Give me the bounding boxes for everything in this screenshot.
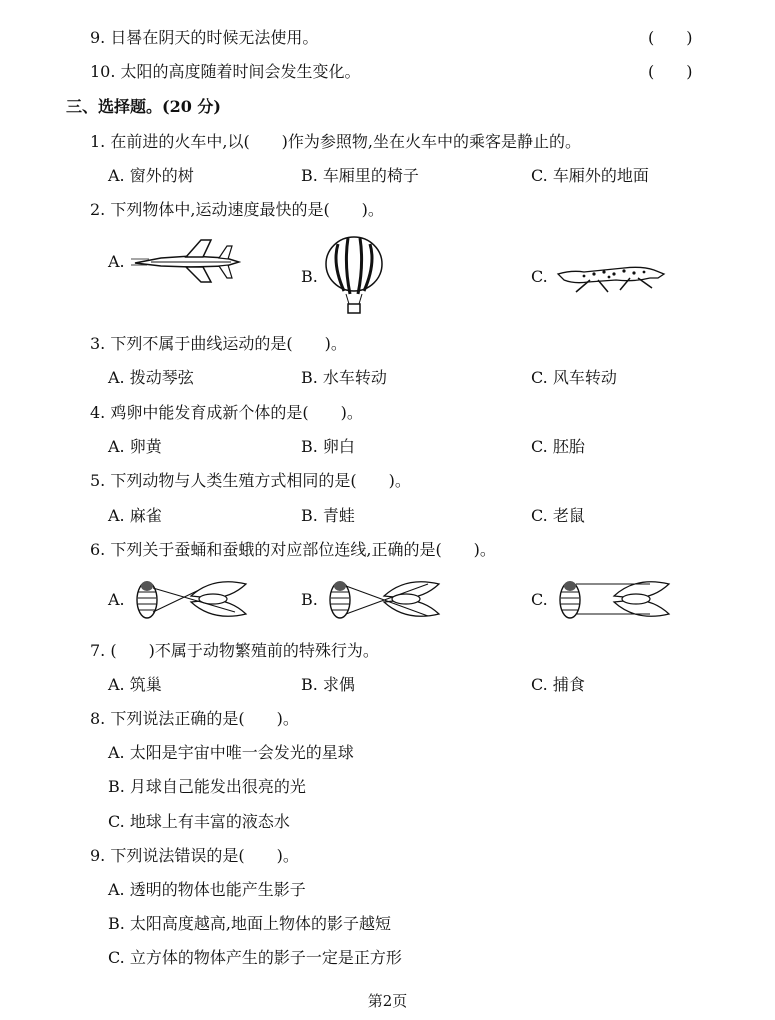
q7-option-b: B. 求偶 bbox=[301, 675, 355, 694]
q7-option-c: C. 捕食 bbox=[531, 675, 585, 694]
q6-option-b bbox=[301, 576, 442, 622]
q9-option-a: A. 透明的物体也能产生影子 bbox=[108, 880, 306, 899]
q8-option-a: A. 太阳是宇宙中唯一会发光的星球 bbox=[108, 743, 354, 762]
q7-option-a: A. 筑巢 bbox=[108, 675, 162, 694]
q2-option-c bbox=[531, 256, 666, 296]
q8-option-b: B. 月球自己能发出很亮的光 bbox=[108, 777, 306, 796]
section-3-title: 三、选择题。(20 分) bbox=[66, 97, 221, 116]
q6-option-b-label: B. bbox=[301, 589, 318, 609]
q4-option-a: A. 卵黄 bbox=[108, 437, 162, 456]
q8-option-c: C. 地球上有丰富的液态水 bbox=[108, 812, 290, 831]
question-1: 1. 在前进的火车中,以( )作为参照物,坐在火车中的乘客是静止的。 bbox=[90, 132, 582, 151]
q6-option-a-label: A. bbox=[108, 589, 125, 609]
q9-option-c: C. 立方体的物体产生的影子一定是正方形 bbox=[108, 948, 402, 967]
q2-option-c-label: C. bbox=[531, 266, 548, 286]
q6-option-a bbox=[108, 576, 249, 622]
question-4: 4. 鸡卵中能发育成新个体的是( )。 bbox=[90, 403, 363, 422]
question-6: 6. 下列关于蚕蛹和蚕蛾的对应部位连线,正确的是( )。 bbox=[90, 540, 496, 559]
q3-option-a: A. 拨动琴弦 bbox=[108, 368, 194, 387]
question-8: 8. 下列说法正确的是( )。 bbox=[90, 709, 299, 728]
q4-option-b: B. 卵白 bbox=[301, 437, 355, 456]
tf-item-9: 9. 日晷在阴天的时候无法使用。 bbox=[90, 28, 319, 47]
question-7: 7. ( )不属于动物繁殖前的特殊行为。 bbox=[90, 641, 379, 660]
q4-option-c: C. 胚胎 bbox=[531, 437, 585, 456]
fighter-jet-image bbox=[131, 236, 241, 286]
q5-option-c: C. 老鼠 bbox=[531, 506, 585, 525]
q5-option-a: A. 麻雀 bbox=[108, 506, 162, 525]
tf-item-10: 10. 太阳的高度随着时间会发生变化。 bbox=[90, 62, 361, 81]
q1-option-b: B. 车厢里的椅子 bbox=[301, 166, 419, 185]
question-3: 3. 下列不属于曲线运动的是( )。 bbox=[90, 334, 347, 353]
pupa-moth-diagram-a bbox=[131, 576, 249, 622]
q2-option-b bbox=[301, 236, 384, 316]
pupa-moth-diagram-b bbox=[324, 576, 442, 622]
page-number: 第2页 bbox=[367, 992, 408, 1010]
q1-option-c: C. 车厢外的地面 bbox=[531, 166, 649, 185]
q1-option-a: A. 窗外的树 bbox=[108, 166, 194, 185]
pupa-moth-diagram-c bbox=[554, 576, 672, 622]
q3-option-c: C. 风车转动 bbox=[531, 368, 617, 387]
question-9: 9. 下列说法错误的是( )。 bbox=[90, 846, 299, 865]
q3-option-b: B. 水车转动 bbox=[301, 368, 387, 387]
q5-option-b: B. 青蛙 bbox=[301, 506, 355, 525]
cheetah-image bbox=[554, 256, 666, 296]
tf-answer-paren-9: ( ) bbox=[648, 28, 693, 47]
tf-answer-paren-10: ( ) bbox=[648, 62, 693, 81]
question-5: 5. 下列动物与人类生殖方式相同的是( )。 bbox=[90, 471, 411, 490]
q6-option-c bbox=[531, 576, 672, 622]
q6-option-c-label: C. bbox=[531, 589, 548, 609]
q9-option-b: B. 太阳高度越高,地面上物体的影子越短 bbox=[108, 914, 392, 933]
hot-air-balloon-image bbox=[324, 236, 384, 316]
question-2: 2. 下列物体中,运动速度最快的是( )。 bbox=[90, 200, 384, 219]
q2-option-b-label: B. bbox=[301, 266, 318, 286]
q2-option-a bbox=[108, 236, 241, 286]
q2-option-a-label: A. bbox=[108, 251, 125, 271]
